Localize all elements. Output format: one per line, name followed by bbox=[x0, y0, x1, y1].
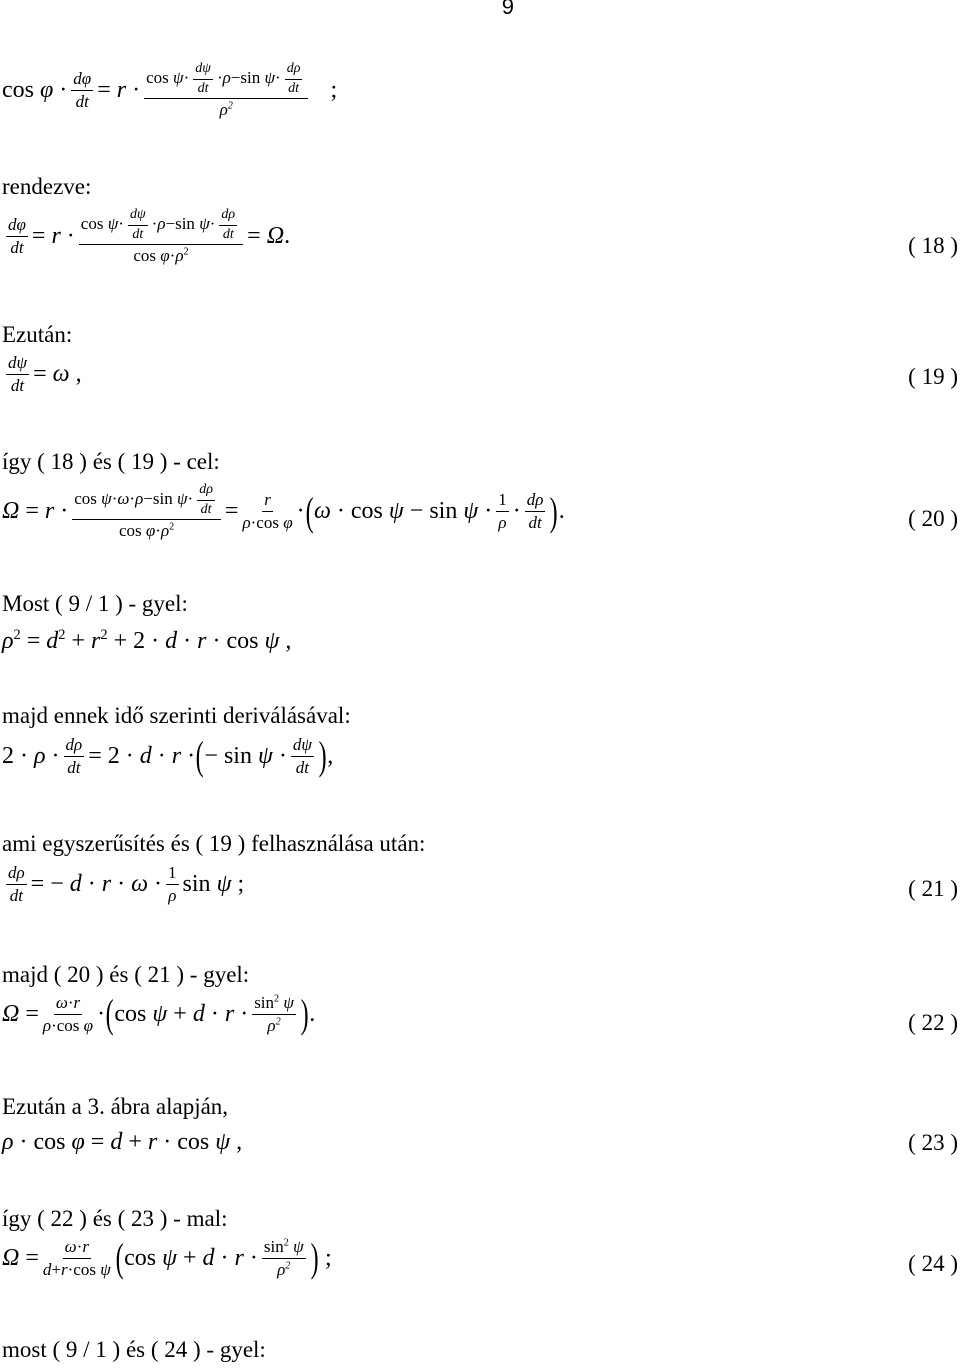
equation-number-23: ( 23 ) bbox=[908, 1130, 958, 1155]
text-ezutan-abra: Ezután a 3. ábra alapján, bbox=[2, 1094, 229, 1119]
equation-number-24: ( 24 ) bbox=[908, 1251, 958, 1276]
text-igy-18-19: így ( 18 ) és ( 19 ) - cel: bbox=[2, 449, 220, 474]
equation-cos-phi: cos φ · $\frac{d\varphi}{dt}$ = r · cos ψ· $\frac{d\psi}{dt}$ ·ρ−sin ψ· $\frac{d\rho}{dt}$ $\rho^2$ ; bbox=[2, 61, 338, 120]
equation-number-20: ( 20 ) bbox=[908, 506, 958, 531]
equation-rho-squared: $\rho^2 = d^2 + r^2 + 2 \cdot d \cdot r \cdot \cos \psi$ , bbox=[2, 627, 292, 654]
text-most-9-1-24: most ( 9 / 1 ) és ( 24 ) - gyel: bbox=[2, 1337, 266, 1362]
equation-20: Ω = r · cos ψ·ω·ρ−sin ψ· $\frac{d\rho}{dt}$ $\cos \varphi\cdot\rho^2$ = $\frac{r}{\text{ρ·cos φ}}$ · ( ω · cos ψ − sin ψ · $\frac{1}{\rho}$ · $\frac{d\rho}{dt}$ ) . bbox=[2, 482, 565, 541]
text-ami-egyszerusites: ami egyszerűsítés és ( 19 ) felhasználása után: bbox=[2, 831, 426, 856]
text-rendezve: rendezve: bbox=[2, 174, 92, 199]
equation-22: Ω = $\frac{\omega\cdot r}{\text{ρ·cos φ}}$ · ( cos ψ + d · r · $\frac{\sin^2 \psi}{\rho^2}$ ) . bbox=[2, 991, 316, 1037]
text-igy-22-23: így ( 22 ) és ( 23 ) - mal: bbox=[2, 1206, 228, 1231]
equation-21: $\frac{d\rho}{dt}$ = − d · r · ω · $\frac{1}{\rho}$ sin ψ ; bbox=[8, 863, 245, 905]
equation-19: $\frac{d\psi}{dt}$ = ω , bbox=[8, 353, 82, 395]
equation-number-22: ( 22 ) bbox=[908, 1010, 958, 1035]
equation-number-19: ( 19 ) bbox=[908, 364, 958, 389]
equation-number-21: ( 21 ) bbox=[908, 876, 958, 901]
equation-18: $\frac{d\varphi}{dt}$ = r · cos ψ· $\frac{d\psi}{dt}$ ·ρ−sin ψ· $\frac{d\rho}{dt}$ $\cos \varphi\cdot\rho^2$ = Ω. bbox=[8, 207, 291, 266]
text-ezutan: Ezután: bbox=[2, 322, 73, 347]
text-majd-20-21: majd ( 20 ) és ( 21 ) - gyel: bbox=[2, 962, 250, 987]
equation-23: ρ · cos φ = d + r · cos ψ , bbox=[2, 1129, 243, 1155]
equation-24: Ω = $\frac{\omega\cdot r}{\text{d+r·cos ψ}}$ ( cos ψ + d · r · $\frac{\sin^2 \psi}{\rho^2}$ ) ; bbox=[2, 1235, 332, 1281]
page-number: 9 bbox=[501, 0, 514, 19]
text-most-9-1: Most ( 9 / 1 ) - gyel: bbox=[2, 591, 188, 616]
equation-derivative: 2 · ρ · $\frac{d\rho}{dt}$ = 2 · d · r · ( − sin ψ · $\frac{d\psi}{dt}$ ) , bbox=[2, 733, 334, 779]
text-majd-ennek: majd ennek idő szerinti deriválásával: bbox=[2, 703, 351, 728]
equation-number-18: ( 18 ) bbox=[908, 233, 958, 258]
